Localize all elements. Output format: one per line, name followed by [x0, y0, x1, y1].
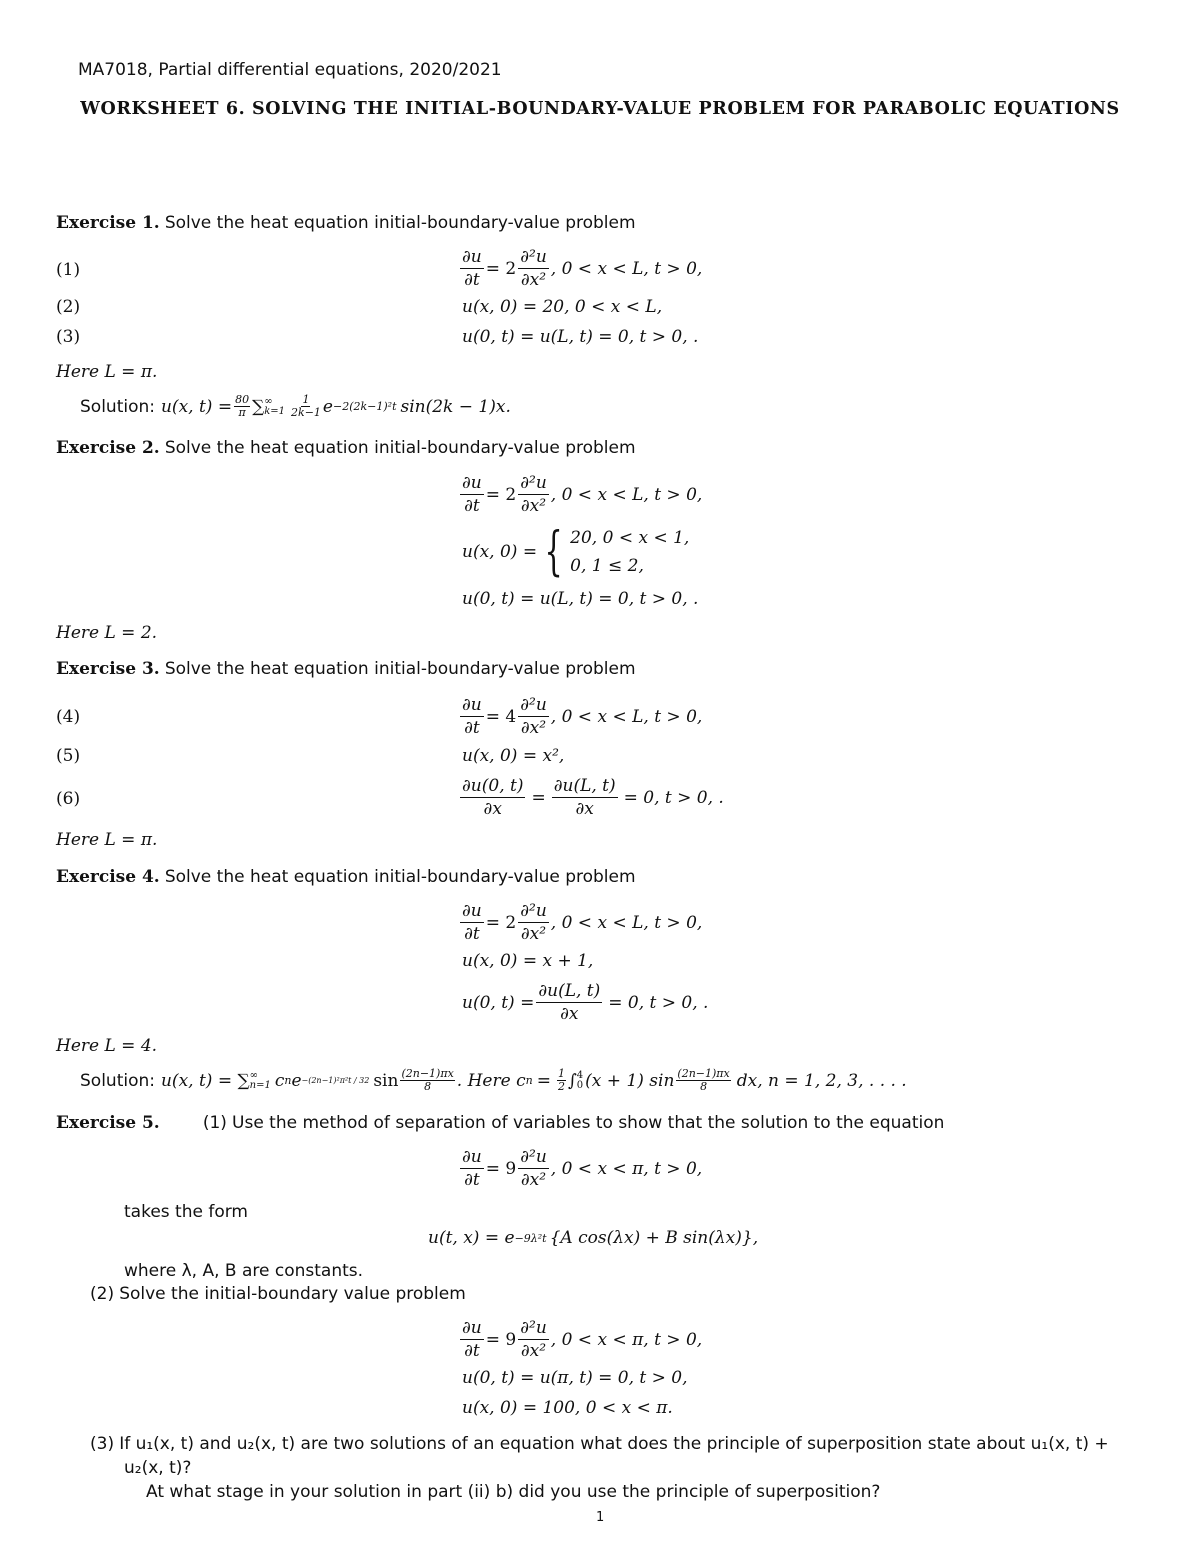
here-line: Here L = π.	[56, 830, 158, 850]
here-line: Here L = 2.	[56, 623, 158, 643]
fraction: $\frac{\partial u}{\partial t}$	[462, 247, 482, 290]
neumann-boundary-condition: $\frac{\partial u(0, t)}{\partial x}$ = $\frac{\partial u(L, t)}{\partial x}$ = 0, t > 0, .	[462, 776, 724, 819]
initial-condition: u(x, 0) = 100, 0 < x < π.	[462, 1398, 673, 1418]
heat-equation: $\frac{\partial u}{\partial t}$ = 4 $\frac{\text{∂²u}}{\text{∂x²}}$ , 0 < x < L, t > 0,	[462, 695, 703, 738]
where-text: where λ, A, B are constants.	[124, 1261, 364, 1281]
page-title: WORKSHEET 6. SOLVING THE INITIAL-BOUNDARY-VALUE PROBLEM FOR PARABOLIC EQUATIONS	[80, 99, 1120, 119]
part-3-question: At what stage in your solution in part (ii) b) did you use the principle of superposition?	[146, 1482, 881, 1502]
exercise-4-heading: Exercise 4. Solve the heat equation initial-boundary-value problem	[56, 867, 636, 887]
left-brace: {	[544, 522, 563, 582]
solution-line: Solution: u(x, t) = $\frac{80}{\pi}$ ∑ ∞ k=1 $\frac{1}{2k-1}$ e −2(2k−1)²t sin(2k − 1)x.	[80, 393, 511, 419]
initial-condition: u(x, 0) = x²,	[462, 746, 565, 766]
exercise-2-heading: Exercise 2. Solve the heat equation initial-boundary-value problem	[56, 438, 636, 458]
exercise-intro: Solve the heat equation initial-boundary-value problem	[164, 213, 636, 233]
heat-equation: $\frac{\partial u}{\partial t}$ = 9 $\frac{\text{∂²u}}{\text{∂x²}}$ , 0 < x < π, t > 0,	[462, 1147, 703, 1190]
part-2-heading: (2) Solve the initial-boundary value problem	[90, 1284, 466, 1304]
fraction: $\frac{\text{∂²u}}{\text{∂x²}}$	[520, 247, 547, 290]
piecewise-initial-condition: u(x, 0) = { 20, 0 < x < 1, 0, 1 ≤ 2,	[462, 522, 690, 582]
exercise-5-heading: Exercise 5. (1) Use the method of separation of variables to show that the solution to the equation	[56, 1113, 945, 1133]
exercise-label: Exercise 1.	[56, 213, 160, 233]
equation-number: (2)	[56, 297, 81, 317]
equation-number: (3)	[56, 327, 81, 347]
boundary-condition: u(0, t) = u(L, t) = 0, t > 0, .	[462, 589, 699, 609]
heat-equation: $\frac{\partial u}{\partial t}$ = 2 $\frac{\text{∂²u}}{\text{∂x²}}$ , 0 < x < L, t > 0,	[462, 247, 703, 290]
mixed-boundary-condition: u(0, t) = $\frac{\partial u(L, t)}{\partial x}$ = 0, t > 0, .	[462, 981, 709, 1024]
equation-number: (1)	[56, 260, 81, 280]
boundary-condition: u(0, t) = u(L, t) = 0, t > 0, .	[462, 327, 699, 347]
initial-condition: u(x, 0) = 20, 0 < x < L,	[462, 297, 663, 317]
equation-number: (5)	[56, 746, 81, 766]
heat-equation: $\frac{\partial u}{\partial t}$ = 2 $\frac{\text{∂²u}}{\text{∂x²}}$ , 0 < x < L, t > 0,	[462, 901, 703, 944]
part-3-continuation: u₂(x, t)?	[124, 1458, 192, 1478]
equation-number: (6)	[56, 789, 81, 809]
exercise-1-heading	[56, 213, 636, 233]
heat-equation: $\frac{\partial u}{\partial t}$ = 9 $\frac{\text{∂²u}}{\text{∂x²}}$ , 0 < x < π, t > 0,	[462, 1318, 703, 1361]
here-line: Here L = 4.	[56, 1036, 158, 1056]
separated-solution-form: u(t, x) = e −9λ²t {A cos(λx) + B sin(λx)},	[428, 1228, 759, 1248]
heat-equation: $\frac{\partial u}{\partial t}$ = 2 $\frac{\text{∂²u}}{\text{∂x²}}$ , 0 < x < L, t > 0,	[462, 473, 703, 516]
equation-number: (4)	[56, 707, 81, 727]
solution-line: Solution: u(x, t) = ∑ ∞ n=1 c n e −(2n−1)²π²t / 32 sin $\frac{(2n-1)\pi x}{8}$ . Here c n = $\frac{1}{2}$ ∫ 4 0 (x + 1) sin $\frac{(2n-1)\pi x}{8}$ dx, n = 1, 2, 3, . . . .	[80, 1067, 907, 1093]
takes-form-text: takes the form	[124, 1202, 248, 1222]
part-3-heading: (3) If u₁(x, t) and u₂(x, t) are two solutions of an equation what does the principle of superposition state about u₁(x, t) +	[90, 1434, 1109, 1454]
course-header: MA7018, Partial differential equations, 2020/2021	[78, 60, 502, 80]
boundary-condition: u(0, t) = u(π, t) = 0, t > 0,	[462, 1368, 688, 1388]
initial-condition: u(x, 0) = x + 1,	[462, 951, 594, 971]
here-line: Here L = π.	[56, 362, 158, 382]
exercise-3-heading: Exercise 3. Solve the heat equation initial-boundary-value problem	[56, 659, 636, 679]
page-number: 1	[596, 1510, 605, 1525]
